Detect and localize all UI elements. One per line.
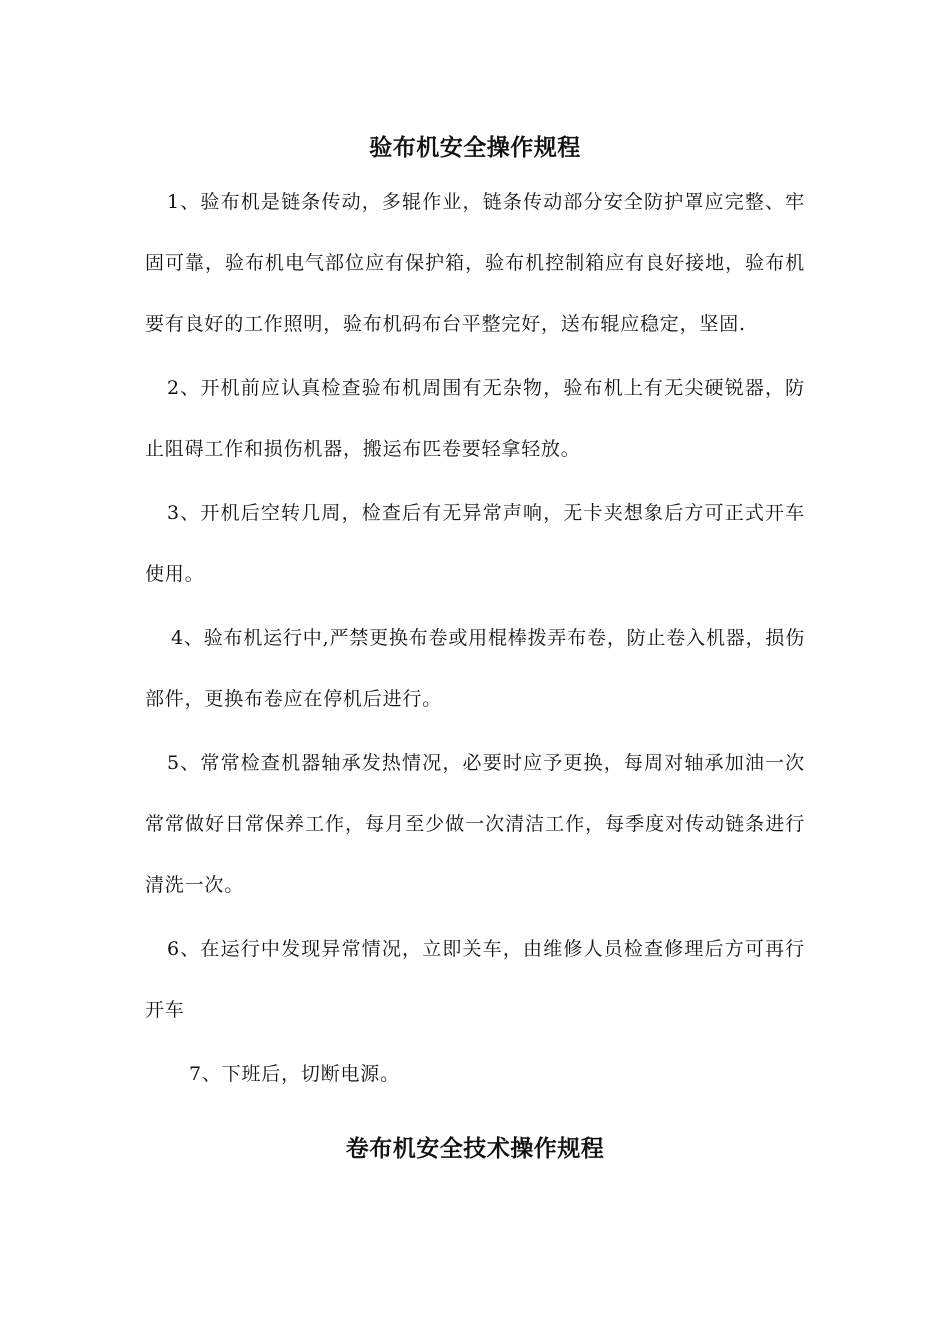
rule-paragraph-5: 5、常常检查机器轴承发热情况，必要时应予更换，每周对轴承加油一次常常做好日常保养工作，每月至少做一次清洁工作，每季度对传动链条进行清洗一次。: [145, 752, 805, 896]
document-body: [145, 128, 805, 1169]
rule-paragraph-6: 6、在运行中发现异常情况，立即关车，由维修人员检查修理后方可再行开车: [145, 938, 805, 1021]
rule-paragraph-1: 1、验布机是链条传动，多辊作业，链条传动部分安全防护罩应完整、牢固可靠，验布机电气部位应有保护箱，验布机控制箱应有良好接地，验布机要有良好的工作照明，验布机码布台平整完好，送布辊应稳定，坚固.: [145, 191, 805, 335]
document-title: 验布机安全操作规程: [369, 134, 581, 161]
rule-paragraph-2: 2、开机前应认真检查验布机周围有无杂物，验布机上有无尖硬锐器，防止阻碍工作和损伤机器，搬运布匹卷要轻拿轻放。: [145, 377, 805, 460]
section-title: 卷布机安全技术操作规程: [345, 1135, 605, 1162]
rule-paragraph-7: 7、下班后，切断电源。: [189, 1063, 400, 1085]
rule-paragraph-3: 3、开机后空转几周，检查后有无异常声响，无卡夹想象后方可正式开车使用。: [145, 502, 805, 585]
rule-paragraph-4: 4、验布机运行中,严禁更换布卷或用棍棒拨弄布卷，防止卷入机器，损伤部件，更换布卷应在停机后进行。: [145, 627, 805, 710]
